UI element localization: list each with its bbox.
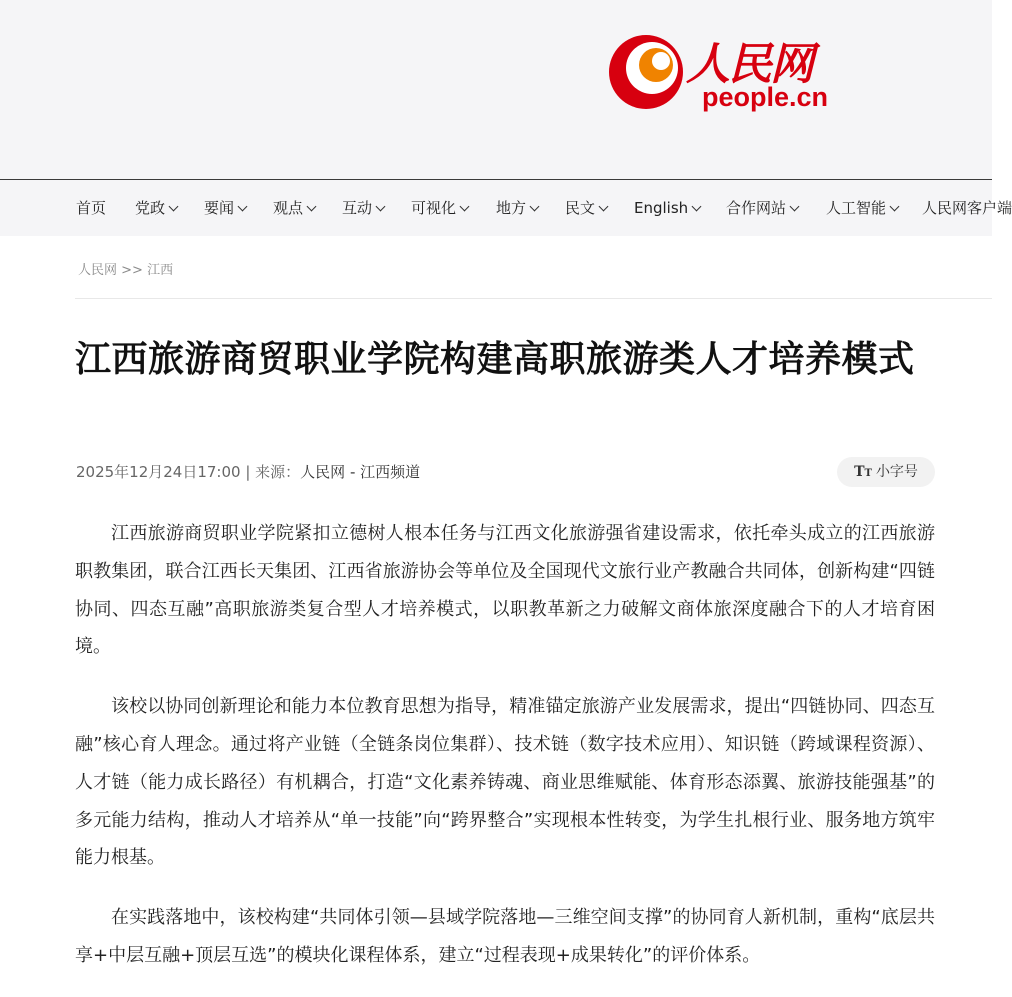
breadcrumb-sep: >>	[121, 263, 143, 278]
chevron-down-icon	[169, 202, 179, 212]
site-header	[0, 0, 992, 179]
article-paragraph: 该校以协同创新理论和能力本位教育思想为指导，精准锚定旅游产业发展需求，提出“四链协同、四态互融”核心育人理念。通过将产业链（全链条岗位集群）、技术链（数字技术应用）、知识链（跨域课程资源）、人才链（能力成长路径）有机耦合，打造“文化素养铸魂、商业思维赋能、体育形态添翼、旅游技能强基”的多元能力结构，推动人才培养从“单一技能”向“跨界整合”实现根本性转变，为学生扎根行业、服务地方筑牢能力根基。	[75, 696, 935, 869]
nav-item-ethnic[interactable]: 民文	[565, 180, 607, 236]
nav-item-visual[interactable]: 可视化	[411, 180, 468, 236]
divider	[75, 298, 992, 299]
chevron-down-icon	[376, 202, 386, 212]
chevron-down-icon	[692, 202, 702, 212]
font-size-label: 小字号	[875, 464, 918, 480]
nav-item-english[interactable]: English	[634, 180, 700, 236]
logo-en-text: people.cn	[702, 82, 829, 112]
breadcrumb	[78, 259, 173, 278]
chevron-down-icon	[530, 202, 540, 212]
article-paragraph: 江西旅游商贸职业学院紧扣立德树人根本任务与江西文化旅游强省建设需求，依托牵头成立的江西旅游职教集团，联合江西长天集团、江西省旅游协会等单位及全国现代文旅行业产教融合共同体，创新构建“四链协同、四态互融”高职旅游类复合型人才培养模式，以职教革新之力破解文商体旅深度融合下的人才培育困境。	[75, 523, 935, 658]
publish-datetime: 2025年12月24日17:00	[76, 463, 241, 481]
nav-item-local[interactable]: 地方	[496, 180, 538, 236]
nav-item-party[interactable]: 党政	[135, 180, 177, 236]
nav-item-app[interactable]: 人民网客户端	[922, 199, 1012, 217]
breadcrumb-home[interactable]: 人民网	[78, 263, 118, 278]
source-link[interactable]: 人民网 - 江西频道	[300, 463, 421, 481]
article-body	[75, 515, 935, 997]
breadcrumb-section[interactable]: 江西	[147, 263, 174, 278]
chevron-down-icon	[307, 202, 317, 212]
nav-item-interaction[interactable]: 互动	[342, 180, 384, 236]
nav-item-opinion[interactable]: 观点	[273, 180, 315, 236]
nav-item-partners[interactable]: 合作网站	[726, 180, 798, 236]
font-size-toggle-button[interactable]	[837, 457, 935, 487]
article-paragraph: 在实践落地中，该校构建“共同体引领—县域学院落地—三维空间支撑”的协同育人新机制，重构“底层共享+中层互融+顶层互选”的模块化课程体系，建立“过程表现+成果转化”的评价体系。	[75, 907, 935, 966]
logo-cn-text: 人民网	[686, 39, 812, 90]
nav-item-news[interactable]: 要闻	[204, 180, 246, 236]
source-label: | 来源：	[240, 463, 301, 481]
chevron-down-icon	[790, 202, 800, 212]
chevron-down-icon	[460, 202, 470, 212]
main-nav	[0, 179, 1012, 236]
article-title: 江西旅游商贸职业学院构建高职旅游类人才培养模式	[75, 339, 915, 380]
chevron-down-icon	[599, 202, 609, 212]
nav-item-ai[interactable]: 人工智能	[826, 180, 898, 236]
chevron-down-icon	[238, 202, 248, 212]
people-cn-logo[interactable]	[606, 30, 829, 116]
article-meta	[76, 461, 420, 482]
nav-item-home[interactable]: 首页	[76, 199, 107, 217]
chevron-down-icon	[890, 202, 900, 212]
text-size-icon: TT	[854, 464, 872, 480]
